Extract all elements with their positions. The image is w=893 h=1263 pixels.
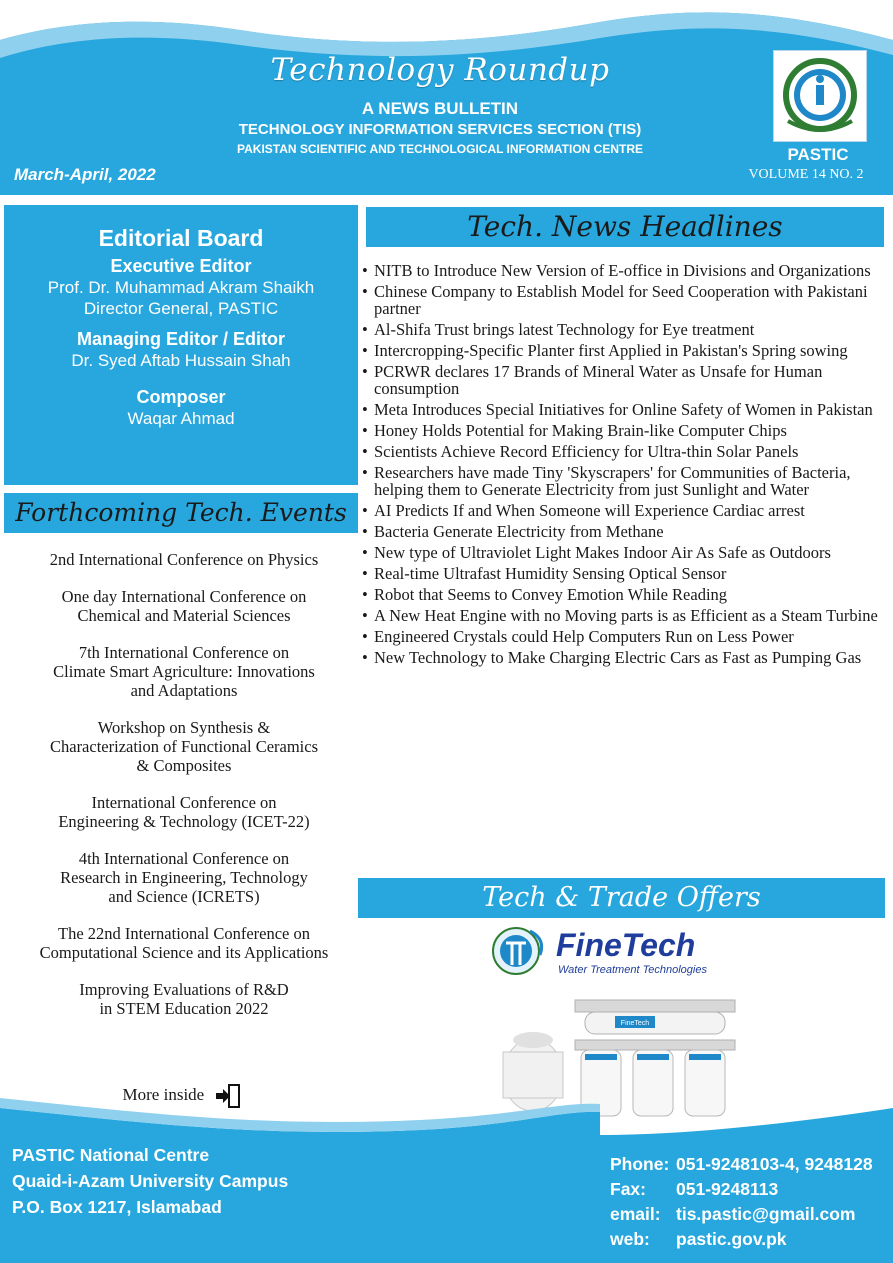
executive-editor-position: Director General, PASTIC (83, 299, 279, 318)
news-item: • Bacteria Generate Electricity from Methane (362, 523, 887, 540)
web-link[interactable]: pastic.gov.pk (676, 1229, 787, 1249)
fax-label: Fax: (610, 1179, 646, 1199)
news-item: • A New Heat Engine with no Moving parts is as Efficient as a Steam Turbine (362, 607, 887, 624)
footer-address (12, 1142, 288, 1220)
trade-heading: Tech & Trade Offers (358, 878, 885, 918)
news-item: • Intercropping-Specific Planter first Applied in Pakistan's Spring sowing (362, 342, 887, 359)
event-text-line: and Science (ICRETS) (108, 887, 260, 906)
event-item (4, 849, 364, 906)
pastic-emblem-icon (774, 51, 866, 141)
event-item (4, 643, 364, 700)
managing-editor-name: Dr. Syed Aftab Hussain Shah (71, 351, 291, 370)
bulletin-subtitle: A NEWS BULLETIN (361, 99, 519, 118)
event-item (4, 587, 364, 625)
news-item: • AI Predicts If and When Someone will Experience Cardiac arrest (362, 502, 887, 519)
composer-name: Waqar Ahmad (127, 409, 235, 428)
event-text-line: Chemical and Material Sciences (77, 606, 291, 625)
event-text-line: Workshop on Synthesis & (97, 718, 271, 737)
phone-number: 051-9248103-4, 9248128 (676, 1154, 873, 1174)
news-item: • PCRWR declares 17 Brands of Mineral Water as Unsafe for Human consumption (362, 363, 887, 397)
email-label: email: (610, 1204, 661, 1224)
executive-editor-role: Executive Editor (110, 256, 252, 276)
event-text-line: 7th International Conference on (78, 643, 290, 662)
email-link[interactable]: tis.pastic@gmail.com (676, 1204, 856, 1224)
event-text-line: Research in Engineering, Technology (60, 868, 308, 887)
footer-contact (610, 1152, 873, 1252)
bulletin-title: Technology Roundup (270, 52, 610, 88)
organization-name: PAKISTAN SCIENTIFIC AND TECHNOLOGICAL INFORMATION CENTRE (237, 142, 643, 156)
news-item: • Al-Shifa Trust brings latest Technology for Eye treatment (362, 321, 887, 338)
editorial-title: Editorial Board (98, 225, 264, 251)
event-text-line: Engineering & Technology (ICET-22) (58, 812, 310, 831)
address-line: P.O. Box 1217, Islamabad (12, 1197, 222, 1217)
event-text-line: Computational Science and its Applications (39, 943, 329, 962)
event-item (4, 924, 364, 962)
fax-number: 051-9248113 (676, 1179, 779, 1199)
address-line: Quaid-i-Azam University Campus (12, 1171, 289, 1191)
event-text-line: Characterization of Functional Ceramics (49, 737, 319, 756)
executive-editor-name: Prof. Dr. Muhammad Akram Shaikh (47, 278, 315, 297)
event-text-line: One day International Conference on (61, 587, 307, 606)
event-item (4, 980, 364, 1018)
event-text-line: Improving Evaluations of R&D (79, 980, 289, 999)
news-item: • Honey Holds Potential for Making Brain-like Computer Chips (362, 422, 887, 439)
event-text-line: The 22nd International Conference on (58, 924, 310, 943)
more-inside-label: More inside (122, 1084, 205, 1104)
news-item: • New type of Ultraviolet Light Makes Indoor Air As Safe as Outdoors (362, 544, 887, 561)
news-heading: Tech. News Headlines (366, 207, 884, 247)
phone-label: Phone: (610, 1154, 670, 1174)
event-text-line: 2nd International Conference on Physics (49, 550, 319, 569)
event-text-line: & Composites (136, 756, 232, 775)
web-label: web: (610, 1229, 650, 1249)
managing-editor-role: Managing Editor / Editor (77, 329, 285, 349)
event-text-line: International Conference on (91, 793, 277, 812)
news-item: • NITB to Introduce New Version of E-office in Divisions and Organizations (362, 262, 887, 279)
event-item (4, 793, 364, 831)
news-item: • Engineered Crystals could Help Computers Run on Less Power (362, 628, 887, 645)
news-item: • Meta Introduces Special Initiatives for Online Safety of Women in Pakistan (362, 401, 887, 418)
volume-number: VOLUME 14 NO. 2 (748, 167, 864, 182)
header-banner (0, 0, 893, 195)
event-text-line: and Adaptations (130, 681, 238, 700)
editorial-board (4, 205, 358, 485)
pastic-label: PASTIC (787, 145, 849, 164)
news-item: • Real-time Ultrafast Humidity Sensing Optical Sensor (362, 565, 887, 582)
news-item: • Chinese Company to Establish Model for Seed Cooperation with Pakistani partner (362, 283, 887, 317)
pastic-logo (773, 50, 867, 142)
finetech-brand: FineTech (556, 927, 696, 963)
section-name: TECHNOLOGY INFORMATION SERVICES SECTION (TIS) (238, 121, 642, 138)
news-item: • New Technology to Make Charging Electric Cars as Fast as Pumping Gas (362, 649, 887, 666)
events-heading: Forthcoming Tech. Events (4, 493, 358, 533)
news-item: • Researchers have made Tiny 'Skyscrapers' for Communities of Bacteria, helping them to Generate Electricity from just Sunlight and Water (362, 464, 887, 498)
filter-membrane-label: FineTech (620, 1020, 650, 1027)
finetech-tagline: Water Treatment Technologies (558, 964, 707, 976)
event-item (4, 550, 364, 569)
event-text-line: 4th International Conference on (78, 849, 290, 868)
news-list (362, 262, 887, 670)
composer-role: Composer (136, 387, 226, 407)
event-text-line: Climate Smart Agriculture: Innovations (53, 662, 315, 681)
news-item: • Robot that Seems to Convey Emotion While Reading (362, 586, 887, 603)
news-item: • Scientists Achieve Record Efficiency for Ultra-thin Solar Panels (362, 443, 887, 460)
event-text-line: in STEM Education 2022 (99, 999, 269, 1018)
event-item (4, 718, 364, 775)
finetech-logo-icon (490, 925, 552, 977)
events-list (4, 550, 364, 1036)
issue-date: March-April, 2022 (14, 165, 156, 184)
address-line: PASTIC National Centre (12, 1145, 210, 1165)
